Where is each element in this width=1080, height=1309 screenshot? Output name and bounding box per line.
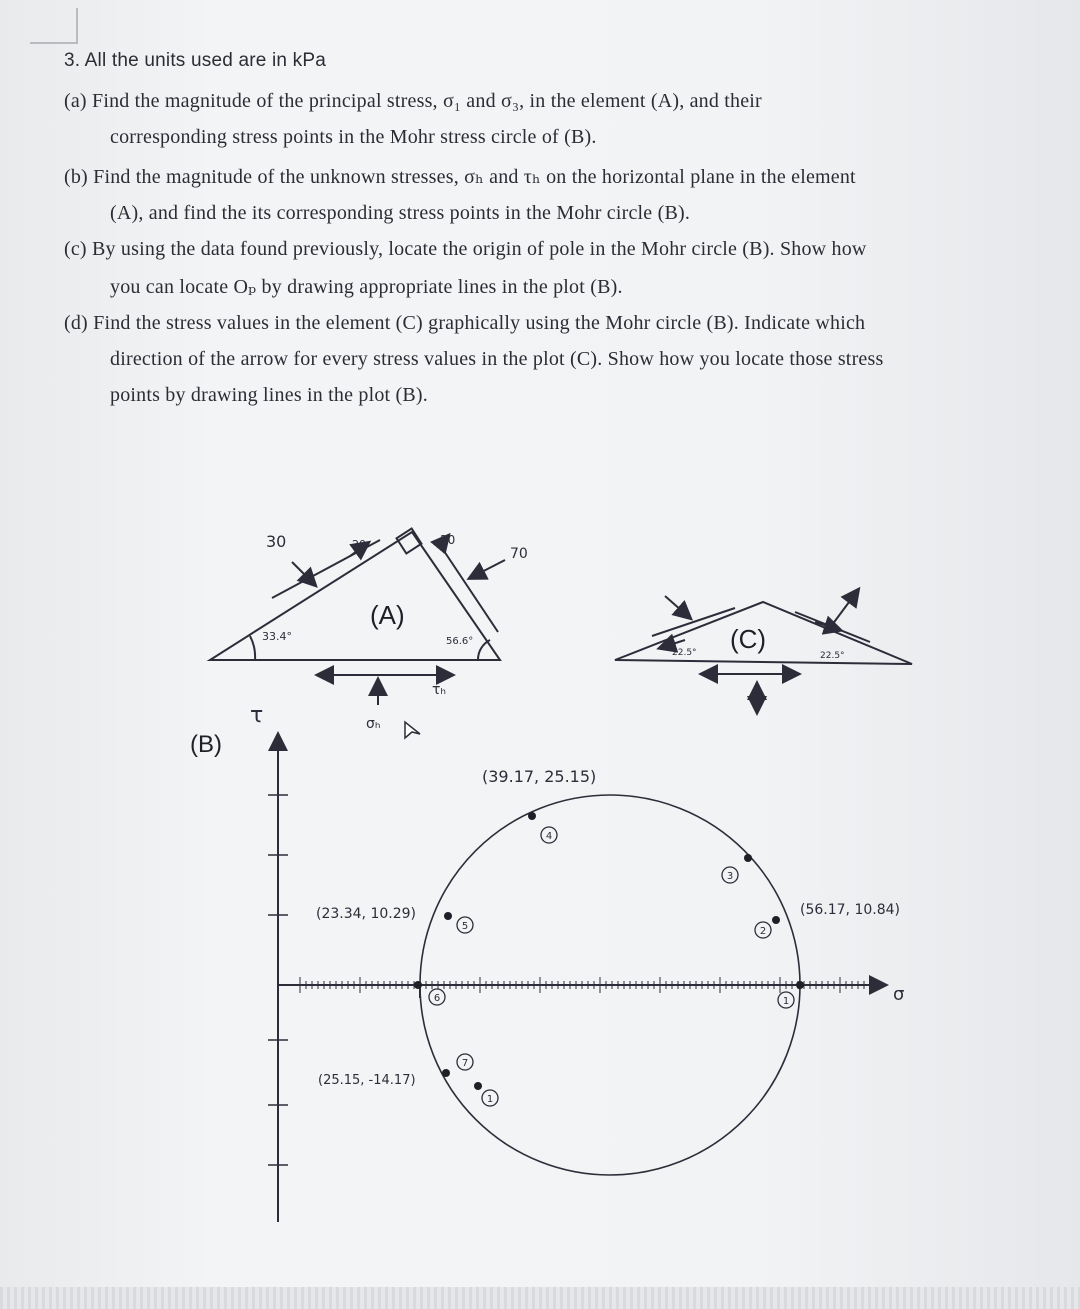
part-b-line2: (A), and find the its corresponding stress points in the Mohr circle (B). [110,202,691,224]
load-20-right-label: 20 [440,533,456,547]
part-d-line3: points by drawing lines in the plot (B). [110,384,428,406]
point-lower-dot [474,1082,482,1090]
part-d-line1: (d) Find the stress values in the element (C) graphically using the Mohr circle (B). Indicate which [64,312,866,334]
tau-h-label: τₕ [432,682,447,698]
taskbar-strip [0,1287,1080,1309]
sigma-axis-label: σ [893,984,905,1005]
point-bottom-dot [442,1069,450,1077]
marker-3: 3 [726,871,734,882]
part-a-line2: corresponding stress points in the Mohr stress circle of (B). [110,126,597,148]
part-d-line2: direction of the arrow for every stress values in the plot (C). Show how you locate those stress [110,348,884,370]
part-c-line2: you can locate Oₚ by drawing appropriate lines in the plot (B). [110,276,623,298]
point-right-dot [772,916,780,924]
stress-line-c-left [652,608,735,636]
point-upper-right-dot [744,854,752,862]
point-sigma1-dot [796,981,804,989]
stress-line-right [440,545,498,632]
sigma-h-label: σₕ [366,716,381,732]
element-a-label: (A) [370,600,405,630]
load-30-label: 30 [266,532,287,551]
angle-left-label: 33.4° [262,630,292,643]
angle-right-label: 56.6° [446,636,474,647]
cursor-icon [405,722,420,738]
load-20-left-label: 20 [352,538,366,551]
angle-arc-left [250,636,255,660]
point-left-label: (23.34, 10.29) [316,906,416,922]
part-a-line1: (a) Find the magnitude of the principal stress, σ₁ and σ₃, in the element (A), and their [64,90,762,112]
marker-1a: 1 [782,996,790,1007]
arrow-c-left-normal [665,596,690,618]
tau-axis-label: τ [250,703,264,728]
mohr-label: (B) [190,731,222,758]
element-a [210,529,505,705]
part-c-line1: (c) By using the data found previously, locate the origin of pole in the Mohr circle (B). Show how [64,238,867,260]
arrow-c-right-normal [832,590,858,625]
load-70-label: 70 [510,546,528,562]
point-right-label: (56.17, 10.84) [800,902,900,918]
marker-2: 2 [759,926,767,937]
point-bottom-label: (25.15, -14.17) [318,1073,416,1088]
mohr-markers [429,827,794,1106]
angle-c-right-label: 22.5° [820,651,845,661]
marker-6: 6 [433,993,441,1004]
marker-5: 5 [461,921,469,932]
point-top-dot [528,812,536,820]
part-b-line1: (b) Find the magnitude of the unknown stresses, σₕ and τₕ on the horizontal plane in the element [64,166,856,188]
element-c-label: (C) [730,624,767,654]
arrow-70 [470,560,505,578]
point-origin-dot [414,981,422,989]
mohr-axes [268,735,885,1222]
question-title: 3. All the units used are in kPa [64,50,326,71]
point-top-label: (39.17, 25.15) [482,767,597,786]
marker-4: 4 [545,831,553,842]
mohr-marker-labels [434,831,789,1105]
marker-7: 7 [461,1058,469,1069]
point-left-dot [444,912,452,920]
marker-1b: 1 [486,1094,494,1105]
angle-c-left-label: 22.5° [672,648,697,658]
